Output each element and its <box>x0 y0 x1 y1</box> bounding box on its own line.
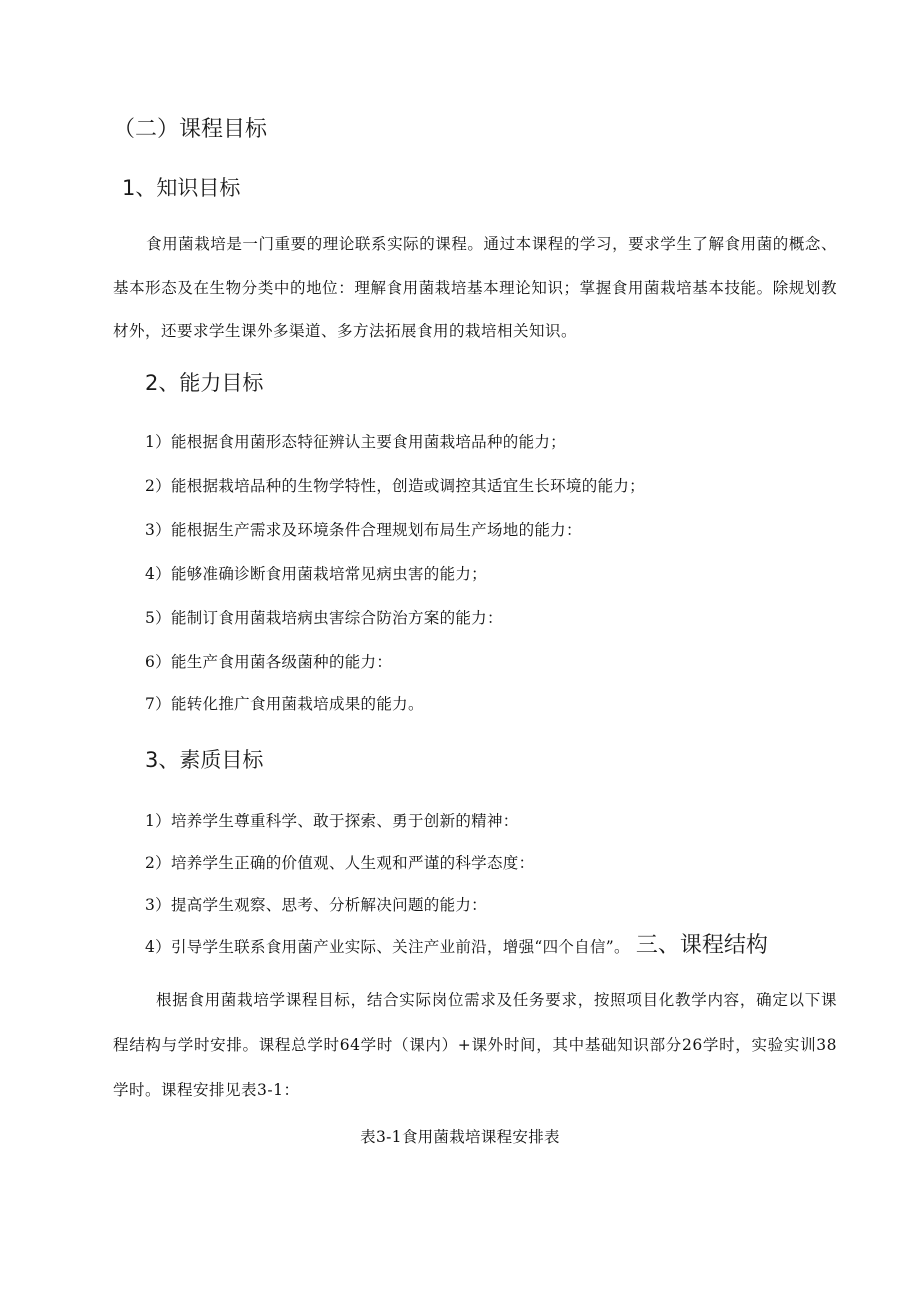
structure-paragraph: 根据食用菌栽培学课程目标，结合实际岗位需求及任务要求，按照项目化教学内容，确定以下课程结构与学时安排。课程总学时64学时（课内）+课外时间，其中基础知识部分26学时，实验实训38学时。课程安排见表3-1： <box>113 991 837 1099</box>
ability-heading: 2、能力目标 <box>145 371 264 395</box>
quality-item: 2）培养学生正确的价值观、人生观和严谨的科学态度： <box>145 854 535 872</box>
ability-item: 7）能转化推广食用菌栽培成果的能力。 <box>145 695 424 713</box>
section-title: （二）课程目标 <box>113 117 268 142</box>
ability-item: 3）能根据生产需求及环境条件合理规划布局生产场地的能力： <box>145 521 582 539</box>
ability-item: 6）能生产食用菌各级菌种的能力： <box>145 653 393 671</box>
quality-item: 1）培养学生尊重科学、敢于探索、勇于创新的精神： <box>145 812 519 830</box>
structure-heading: 三、课程结构 <box>635 933 768 958</box>
ability-item: 4）能够准确诊断食用菌栽培常见病虫害的能力； <box>145 565 487 583</box>
knowledge-heading: 1、知识目标 <box>122 176 241 200</box>
quality-heading: 3、素质目标 <box>145 748 264 772</box>
quality-item: 3）提高学生观察、思考、分析解决问题的能力： <box>145 896 487 914</box>
table-caption: 表3-1食用菌栽培课程安排表 <box>360 1128 560 1146</box>
ability-item: 5）能制订食用菌栽培病虫害综合防治方案的能力： <box>145 609 503 627</box>
quality-item-with-heading <box>145 930 768 963</box>
ability-item: 2）能根据栽培品种的生物学特性，创造或调控其适宜生长环境的能力； <box>145 477 645 495</box>
quality-item: 4）引导学生联系食用菌产业实际、关注产业前沿，增强“四个自信”。 <box>145 938 630 956</box>
ability-item: 1）能根据食用菌形态特征辨认主要食用菌栽培品种的能力； <box>145 433 566 451</box>
knowledge-paragraph: 食用菌栽培是一门重要的理论联系实际的课程。通过本课程的学习，要求学生了解食用菌的概念、基本形态及在生物分类中的地位：理解食用菌栽培基本理论知识；掌握食用菌栽培基本技能。除规划教材外，还要求学生课外多渠道、多方法拓展食用的栽培相关知识。 <box>113 235 837 340</box>
